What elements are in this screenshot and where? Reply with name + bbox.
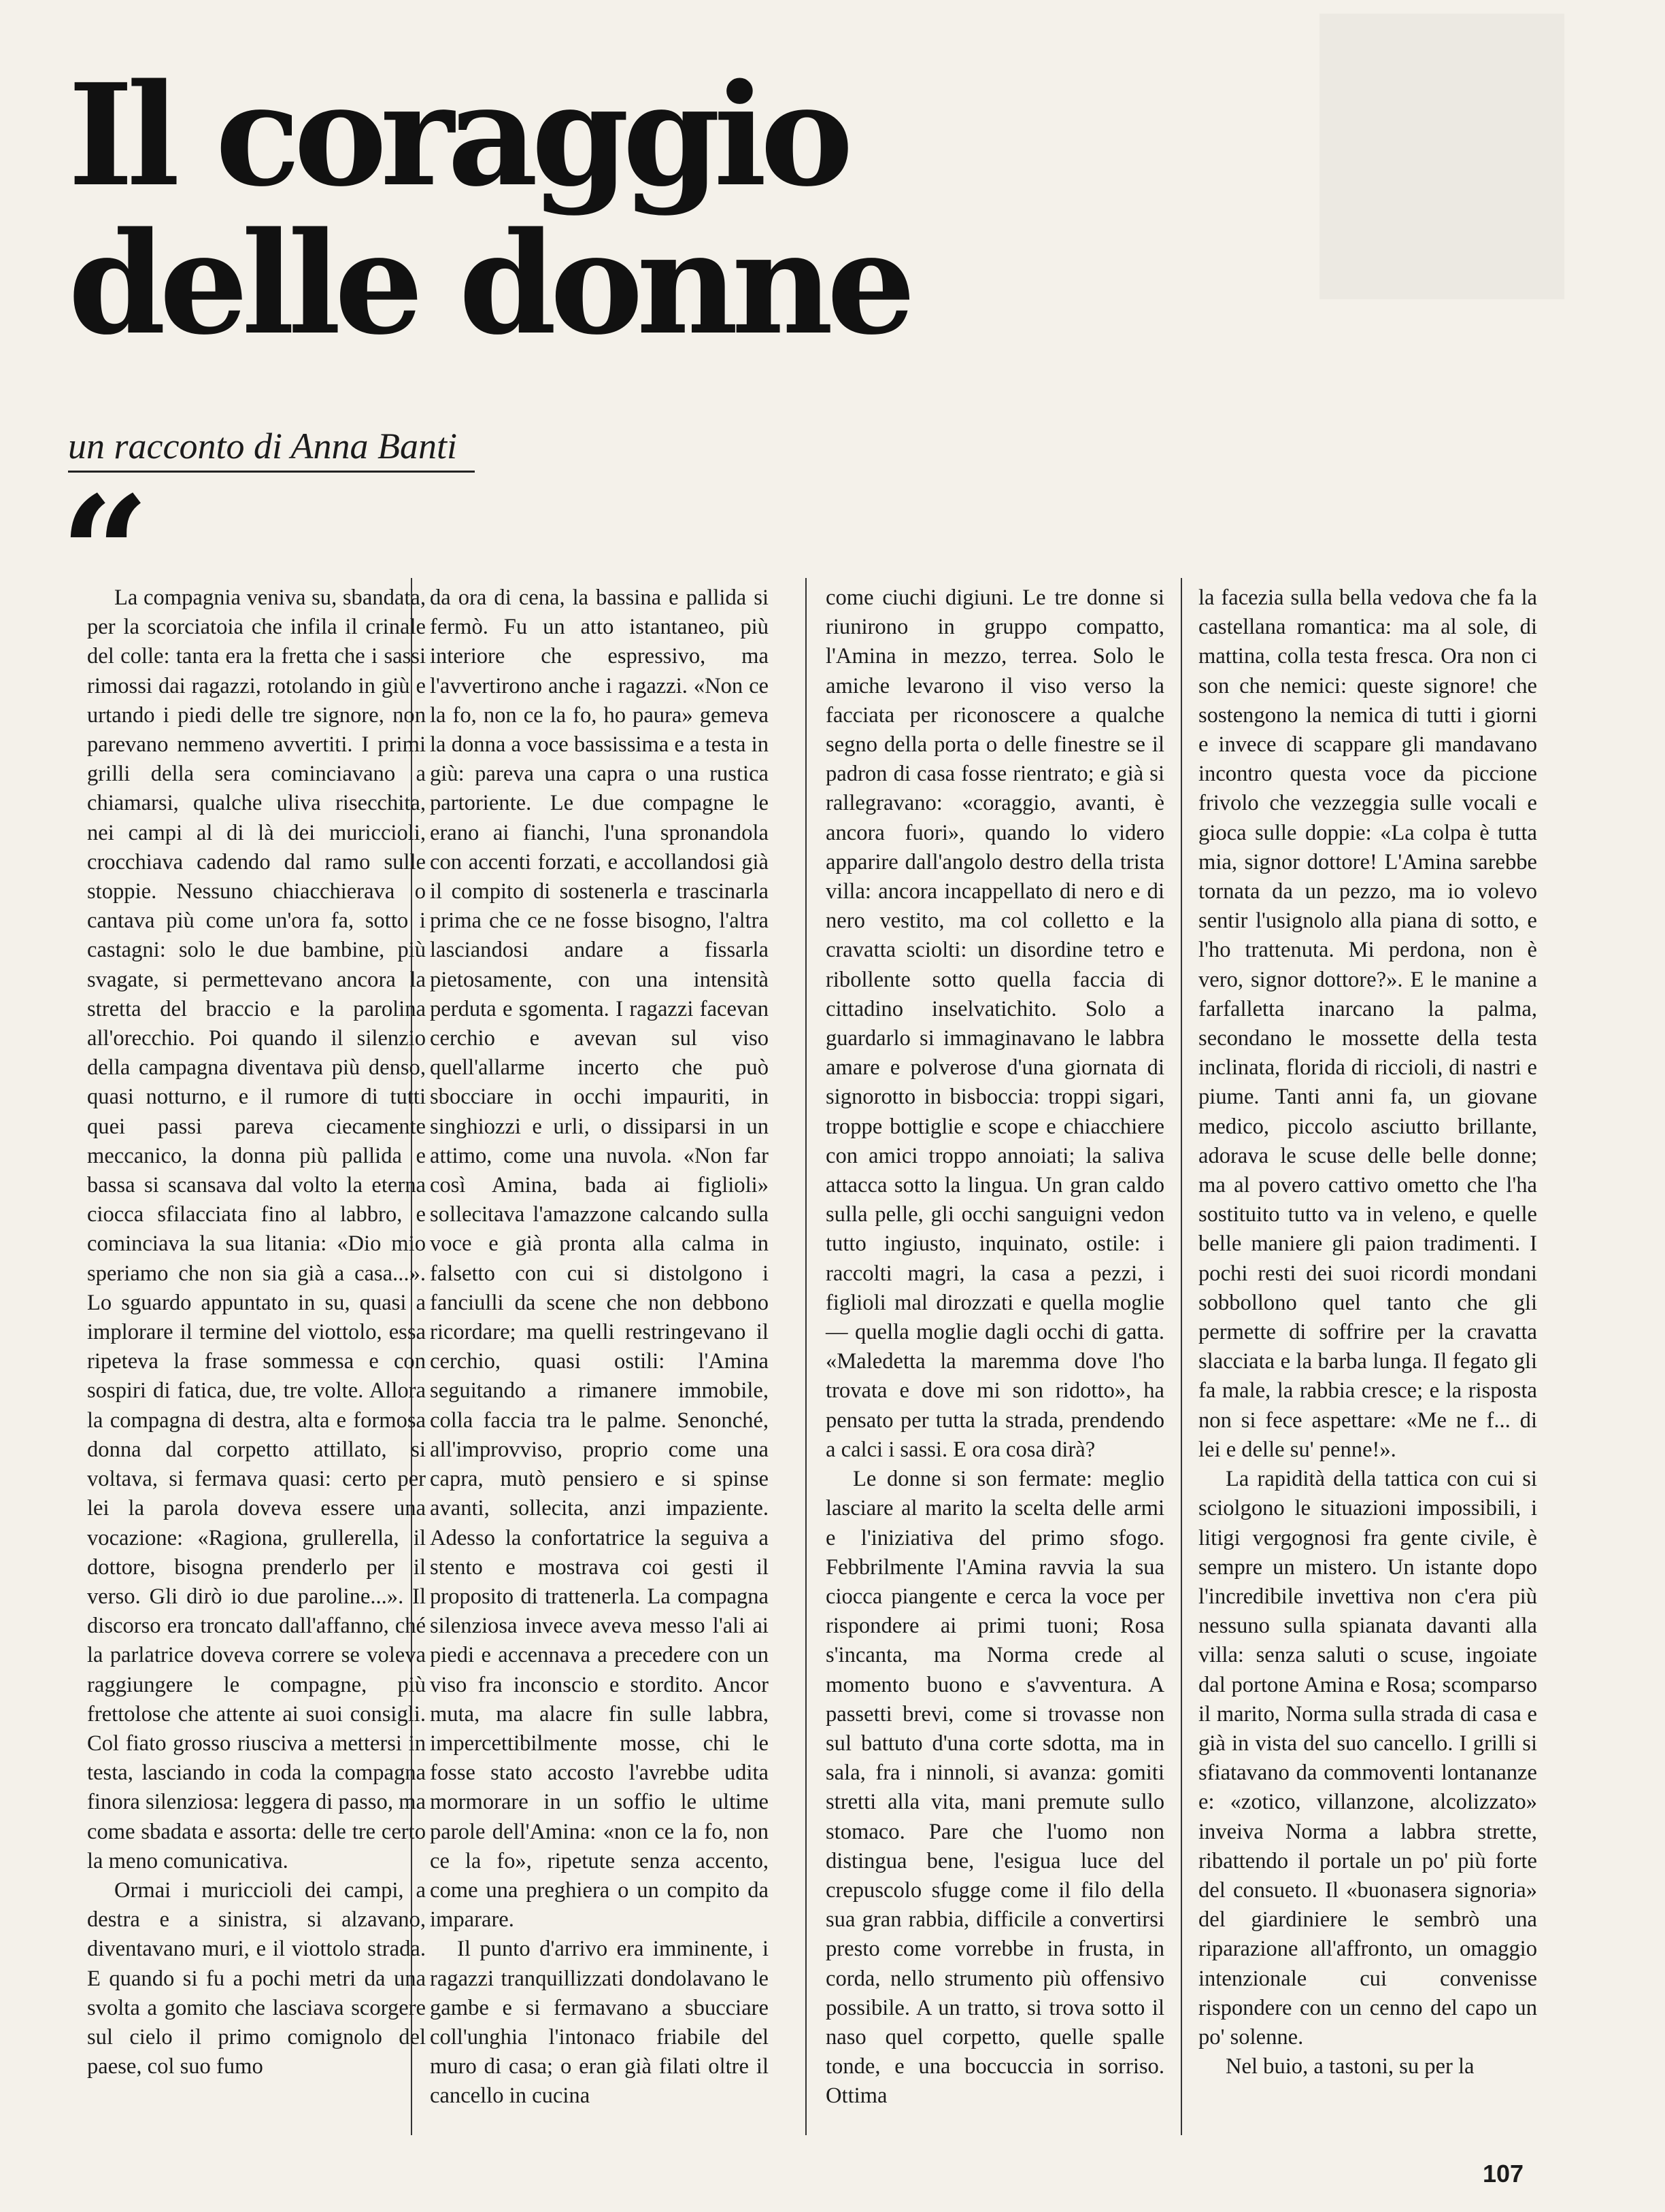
article-title [68,53,909,366]
paragraph: La rapidità della tattica con cui si sciolgono le situazioni impossibili, i litigi vergognosi fra gente civile, è sempre un mistero. Un istante dopo l'incredibile invettiva non c'era più nessuno sulla spianata davanti alla villa: senza saluti o scuse, ingoiate dal portone Amina e Rosa; scomparso il marito, Norma sulla strada di casa e già in vista del suo cancello. I grilli si sfiatavano da commoventi lontananze e: «zotico, villanzone, alcolizzato» inveiva Norma a labbra strette, ribattendo il portale un po' più forte del consueto. Il «buonasera signoria» del giardiniere le sembrò una riparazione all'affronto, un omaggio intenzionale cui convenisse rispondere con un cenno del capo un po' solenne. [1198,1467,1537,2049]
byline: un racconto di Anna Banti [68,422,475,473]
decorative-grey-block [1319,14,1564,299]
paragraph: Ormai i muriccioli dei campi, a destra e a sinistra, si alzavano, diventavano muri, e il viottolo strada. E quando si fu a pochi metri da una svolta a gomito che lasciava scorgere sul cielo il primo comignolo del paese, col suo fumo [87,1877,426,2079]
text-column-1 [87,583,426,2081]
column-rule [1181,578,1182,2135]
column-rule [805,578,807,2135]
title-line-1: Il coraggio [68,53,847,218]
paragraph: come ciuchi digiuni. Le tre donne si riunirono in gruppo compatto, l'Amina in mezzo, terrea. Solo le amiche levarono il viso verso la facciata per riconoscere a qualche segno della porta o delle finestre se il padron di casa fosse rientrato; e già si rallegravano: «coraggio, avanti, è ancora fuori», quando lo videro apparire dall'angolo destro della trista villa: ancora incappellato di nero e di nero vestito, ma col colletto e la cravatta sciolti: un disordine tetro e ribollente sotto quella faccia di cittadino inselvatichito. Solo a guardarlo si immaginavano le labbra amare e polverose d'una giornata di signorotto in bisboccia: troppi sigari, troppe bottiglie e scope e chiacchiere con amici troppo annoiati; la saliva attacca sotto la lingua. Un gran caldo sulla pelle, gli occhi sanguigni vedon tutto ingiusto, inquinato, ostile: i raccolti magri, la casa a pezzi, i figlioli mal dirozzati e quella moglie — quella moglie dagli occhi di gatta. «Maledetta la maremma dove l'ho trovata e dove mi son ridotto», ha pensato per tutta la strada, prendendo a calci i sassi. E ora cosa dirà? [826,585,1164,1462]
text-column-4 [1198,583,1537,2081]
text-column-2 [430,583,769,2111]
paragraph: Nel buio, a tastoni, su per la [1226,2054,1475,2079]
text-column-3 [826,583,1164,2111]
opening-quote-mark: “ [60,462,150,646]
paragraph: Le donne si son fermate: meglio lasciare al marito la scelta delle armi e l'iniziativa del primo sfogo. Febbrilmente l'Amina ravvia la sua ciocca piangente e cerca la voce per rispondere ai primi tuoni; Rosa s'incanta, ma Norma crede al momento buono e s'avventura. A passetti brevi, come si trovasse non sul battuto d'una corte sdotta, ma in sala, fra i ninnoli, si avanza: gomiti stretti alla vita, mani premute sullo stomaco. Pare che l'uomo non distingua bene, l'esigua luce del crepuscolo sfugge come il filo della sua gran rabbia, difficile a convertirsi presto come vorrebbe in frusta, in corda, nello strumento più offensivo possibile. A un tratto, si trova sotto il naso quel corpetto, quelle spalle tonde, e una boccuccia in sorriso. Ottima [826,1467,1164,2109]
title-line-2: delle donne [68,201,909,366]
paragraph: la facezia sulla bella vedova che fa la castellana romantica: ma al sole, di mattina, colla testa fresca. Ora non ci son che nemici: queste signore! che sostengono la nemica di tutti i giorni e invece di scappare gli mandavano incontro questa voce da piccione frivolo che vezzeggia sulle vocali e gioca sulle doppie: «La colpa è tutta mia, signor dottore! L'Amina sarebbe tornata da un pezzo, ma io volevo sentir l'usignolo alla piana di sotto, e l'ho trattenuta. Mi perdona, non è vero, signor dottore?». E le manine a farfalletta inarcano la palma, secondano le mossette della testa inclinata, florida di riccioli, di nastri e piume. Tanti anni fa, un giovane medico, piccolo asciutto brillante, adorava le scuse delle belle donne; ma al povero cattivo ometto che l'ha sostituito tutto va in veleno, e quelle belle maniere gli paion tradimenti. I pochi resti dei suoi ricordi mondani sobbollono quel tanto che gli permette di soffrire per la cravatta slacciata e la barba lunga. Il fegato gli fa male, la rabbia cresce; e la risposta non si fece aspettare: «Me ne f... di lei e delle su' penne!». [1198,585,1537,1462]
paragraph: La compagnia veniva su, sbandata, per la scorciatoia che infila il crinale del colle: tanta era la fretta che i sassi rimossi dai ragazzi, rotolando in giù e urtando i piedi delle tre signore, non parevano nemmeno avvertiti. I primi grilli della sera cominciavano a chiamarsi, qualche uliva risecchita, nei campi al di là dei muriccioli, crocchiava cadendo dal ramo sulle stoppie. Nessuno chiacchierava o cantava più come un'ora fa, sotto i castagni: solo le due bambine, più svagate, si permettevano ancora la stretta del braccio e la parolina all'orecchio. Poi quando il silenzio della campagna diventava più denso, quasi notturno, e il rumore di tutti quei passi pareva ciecamente meccanico, la donna più pallida e bassa si scansava dal volto la eterna ciocca sfilacciata fino al labbro, e cominciava la sua litania: «Dio mio speriamo che non sia già a casa...». Lo sguardo appuntato in su, quasi a implorare il termine del viottolo, essa ripeteva la frase sommessa e con sospiri di fatica, due, tre volte. Allora la compagna di destra, alta e formosa donna dal corpetto attillato, si voltava, si fermava quasi: certo per lei la parola doveva essere una vocazione: «Ragiona, grullerella, il dottore, bisogna prenderlo per il verso. Gli dirò io due paroline...». Il discorso era troncato dall'affanno, ché la parlatrice doveva correre se voleva raggiungere le compagne, più frettolose che attente ai suoi consigli. Col fiato grosso riusciva a mettersi in testa, lasciando in coda la compagna finora silenziosa: leggera di passo, ma come sbadata e assorta: delle tre certo la meno comunicativa. [87,585,426,1873]
paragraph: da ora di cena, la bassina e pallida si fermò. Fu un atto istantaneo, più interiore che espressivo, ma l'avvertirono anche i ragazzi. «Non ce la fo, non ce la fo, ho paura» gemeva la donna a voce bassissima e a testa in giù: pareva una capra o una rustica partoriente. Le due compagne le erano ai fianchi, l'una spronandola con accenti forzati, e accollandosi già il compito di sostenerla e trascinarla prima che ce ne fosse bisogno, l'altra lasciandosi andare a fissarla pietosamente, con una intensità perduta e sgomenta. I ragazzi facevan cerchio e avevan sul viso quell'allarme incerto che può sbocciare in occhi impauriti, in singhiozzi e urli, o dissiparsi in un attimo, come una nuvola. «Non far così Amina, bada ai figlioli» sollecitava l'amazzone calcando sulla voce e già pronta alla calma in falsetto con cui si distolgono i fanciulli da scene che non debbono ricordare; ma quelli restringevano il cerchio, quasi ostili: l'Amina seguitando a rimanere immobile, colla faccia tra le palme. Senonché, all'improvviso, proprio come una capra, mutò pensiero e si spinse avanti, sollecita, anzi impaziente. Adesso la confortatrice la seguiva a stento e mostrava coi gesti il proposito di trattenerla. La compagna silenziosa invece aveva messo l'ali ai piedi e accennava a precedere con un viso fra inconscio e stordito. Ancor muta, ma alacre fin sulle labbra, impercettibilmente mosse, chi le fosse stato accosto l'avrebbe udita mormorare in un soffio le ultime parole dell'Amina: «non ce la fo, non ce la fo», ripetute senza accento, come una preghiera o un compito da imparare. [430,585,769,1933]
page-number: 107 [1483,2160,1524,2188]
paragraph: Il punto d'arrivo era imminente, i ragazzi tranquillizzati dondolavano le gambe e si fermavano a sbucciare coll'unghia l'intonaco friabile del muro di casa; o eran già filati oltre il cancello in cucina [430,1937,769,2109]
